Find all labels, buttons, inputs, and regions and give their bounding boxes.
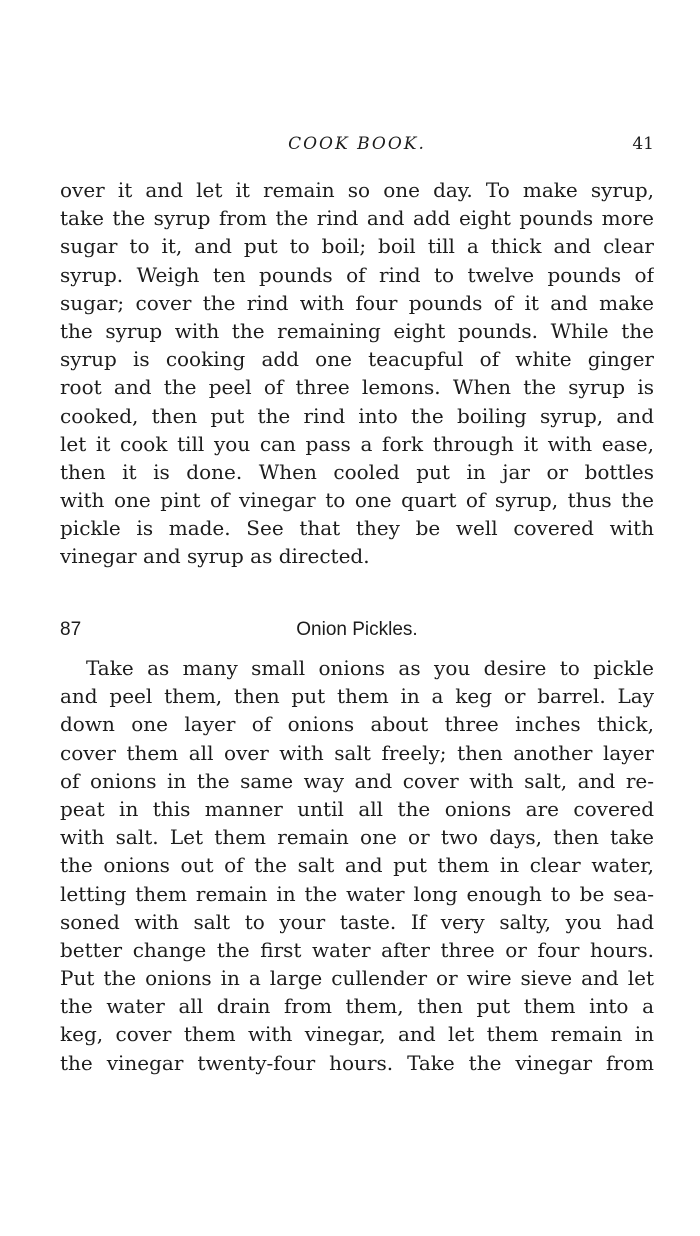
text-line: then it is done. When cooled put in jar or bottles <box>60 459 654 484</box>
text-line: the vinegar twenty-four hours. Take the vinegar from <box>60 1050 654 1075</box>
text-line: let it cook till you can pass a fork through it with ease, <box>60 431 654 456</box>
text-line: cooked, then put the rind into the boiling syrup, and <box>60 403 654 428</box>
text-line: vinegar and syrup as directed. <box>60 544 370 569</box>
text-line: the water all drain from them, then put them into a <box>60 994 654 1019</box>
text-line: soned with salt to your taste. If very salty, you had <box>60 909 654 934</box>
text-line: take the syrup from the rind and add eight pounds more <box>60 206 654 231</box>
page-header <box>60 132 654 156</box>
text-line: sugar; cover the rind with four pounds of it and make <box>60 290 654 315</box>
text-line: the syrup with the remaining eight pounds. While the <box>60 318 654 343</box>
text-line: syrup. Weigh ten pounds of rind to twelve pounds of <box>60 262 654 287</box>
text-line: better change the first water after three or four hours. <box>60 937 654 962</box>
page-number: 41 <box>632 134 654 154</box>
text-line: pickle is made. See that they be well covered with <box>60 516 654 541</box>
text-line: root and the peel of three lemons. When the syrup is <box>60 375 654 400</box>
recipe-number: 87 <box>60 619 82 640</box>
running-title: COOK BOOK. <box>288 134 426 154</box>
continuation-paragraph <box>60 176 654 571</box>
recipe-title: Onion Pickles. <box>296 619 418 640</box>
text-line: with salt. Let them remain one or two days, then take <box>60 825 654 850</box>
text-line: of onions in the same way and cover with salt, and re- <box>60 768 654 793</box>
text-line: cover them all over with salt freely; then another layer <box>60 740 654 765</box>
recipe-heading <box>60 616 654 644</box>
text-line: down one layer of onions about three inches thick, <box>60 712 654 737</box>
text-line: Put the onions in a large cullender or wire sieve and let <box>60 966 654 991</box>
text-line: sugar to it, and put to boil; boil till a thick and clear <box>60 234 654 259</box>
text-line: peat in this manner until all the onions are covered <box>60 796 654 821</box>
text-line: and peel them, then put them in a keg or barrel. Lay <box>60 684 654 709</box>
text-line: keg, cover them with vinegar, and let them remain in <box>60 1022 654 1047</box>
text-line: syrup is cooking add one teacupful of white ginger <box>60 347 654 372</box>
text-line: Take as many small onions as you desire to pickle <box>86 656 654 680</box>
text-line: over it and let it remain so one day. To make syrup, <box>60 178 654 202</box>
recipe-body <box>60 654 654 1077</box>
text-line: with one pint of vinegar to one quart of syrup, thus the <box>60 488 654 513</box>
text-line: the onions out of the salt and put them in clear water, <box>60 853 654 878</box>
text-line: letting them remain in the water long enough to be sea- <box>60 881 654 906</box>
